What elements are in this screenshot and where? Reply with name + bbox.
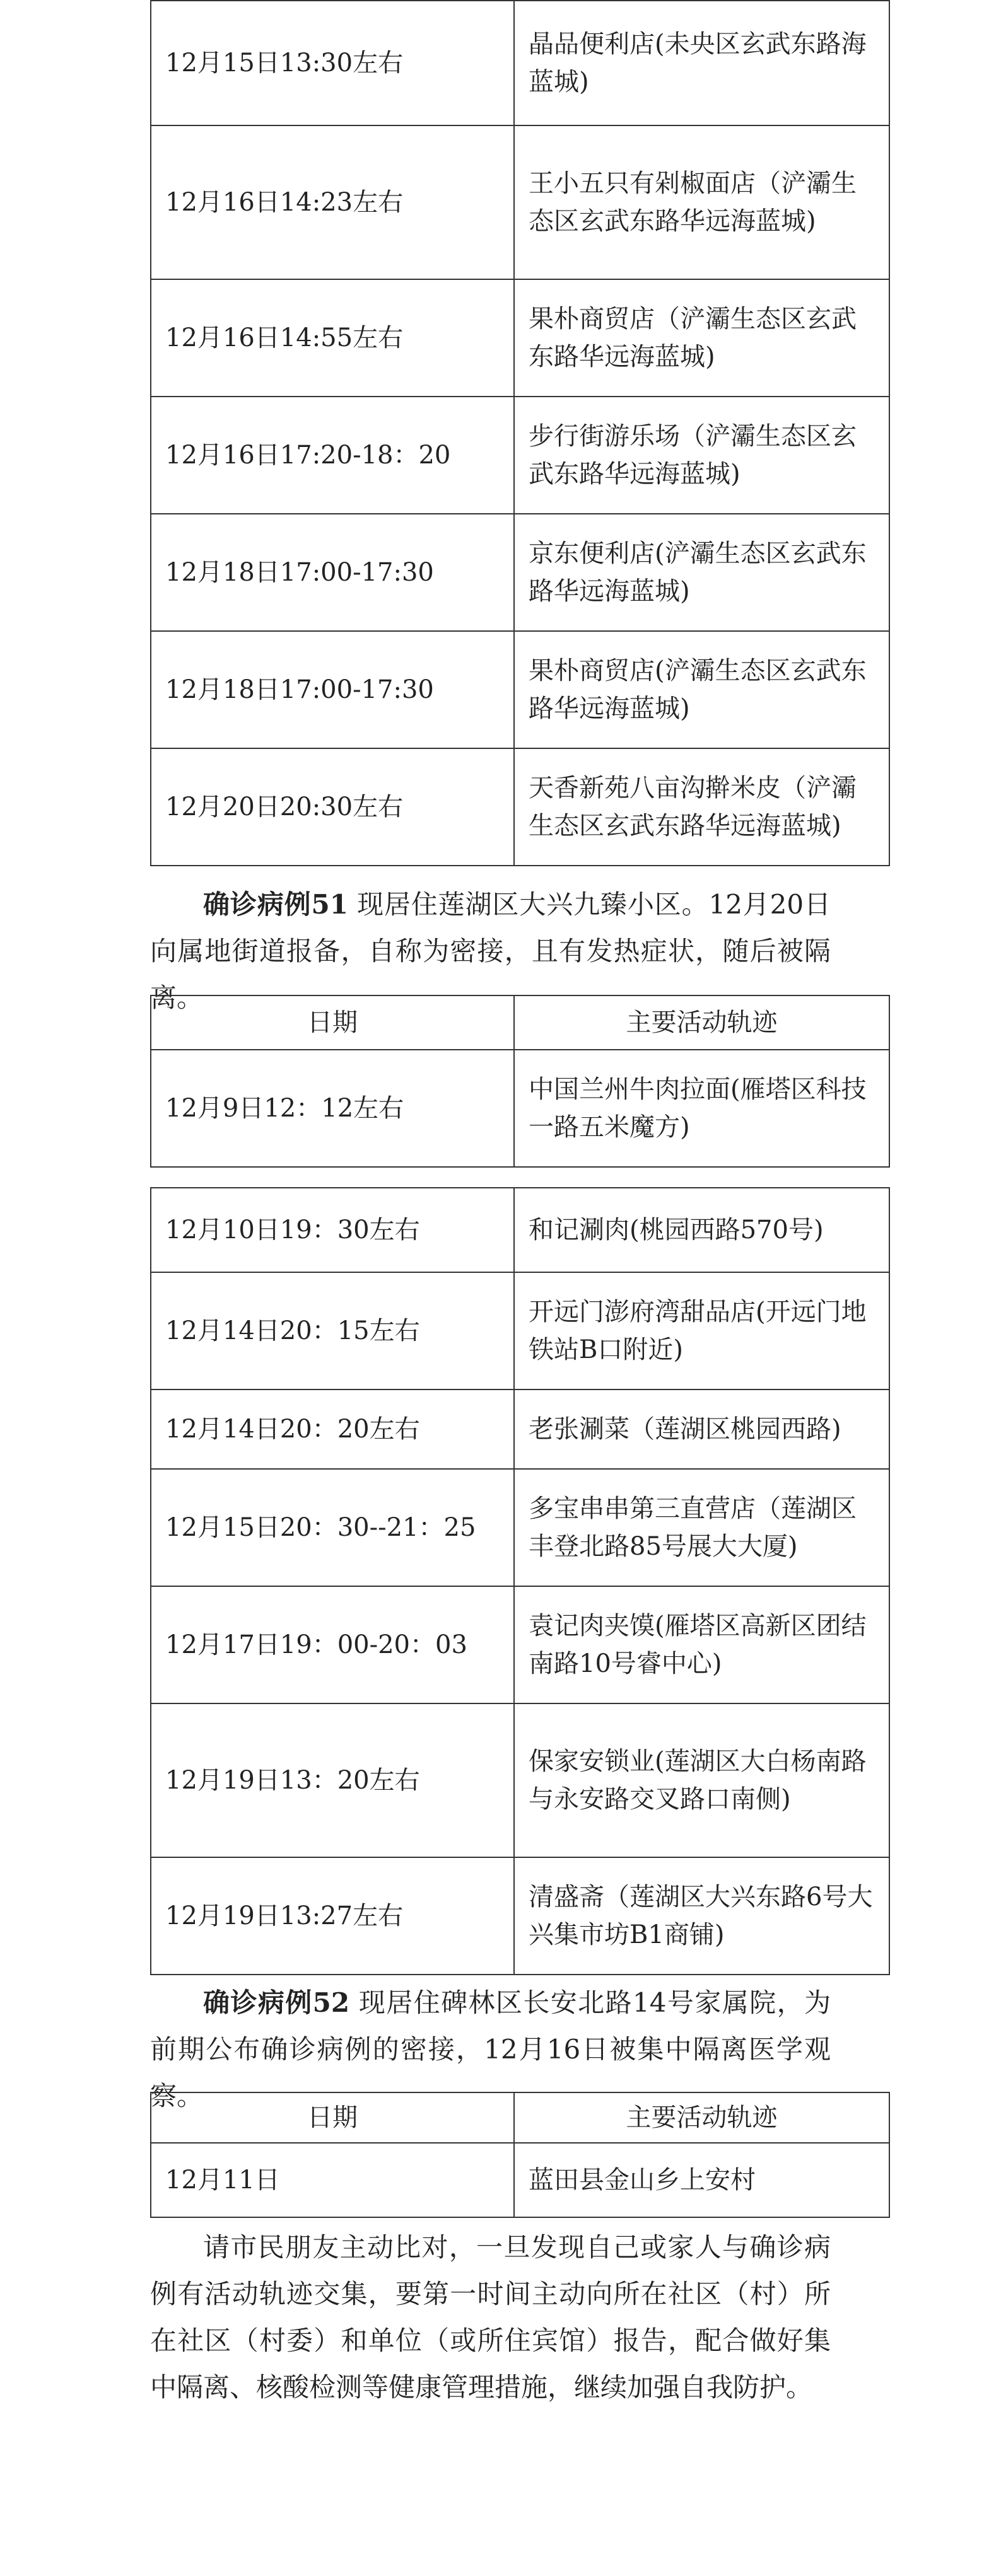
table-row xyxy=(151,1469,889,1586)
table-row xyxy=(151,397,889,514)
closing-paragraph: 请市民朋友主动比对，一旦发现自己或家人与确诊病例有活动轨迹交集，要第一时间主动向所在社区（村）所在社区（村委）和单位（或所住宾馆）报告，配合做好集中隔离、核酸检测等健康管理措施，继续加强自我防护。 xyxy=(150,2232,831,2403)
date-cell: 12月18日17:00-17:30 xyxy=(151,631,514,748)
location-cell: 果朴商贸店(浐灞生态区玄武东路华远海蓝城) xyxy=(514,631,889,748)
date-cell: 12月16日14:55左右 xyxy=(151,279,514,397)
date-cell: 12月14日20：15左右 xyxy=(151,1272,514,1390)
case-51-text: 现居住莲湖区大兴九臻小区。12月20日向属地街道报备，自称为密接，且有发热症状，随后被隔离。 xyxy=(150,889,831,1013)
location-cell: 清盛斋（莲湖区大兴东路6号大兴集市坊B1商铺) xyxy=(514,1857,889,1975)
table-1 xyxy=(150,0,890,866)
table-3 xyxy=(150,1187,890,1975)
header-location: 主要活动轨迹 xyxy=(514,2092,889,2143)
date-cell: 12月19日13:27左右 xyxy=(151,1857,514,1975)
table-row xyxy=(151,1857,889,1975)
table-4 xyxy=(150,2092,890,2218)
location-cell: 果朴商贸店（浐灞生态区玄武东路华远海蓝城) xyxy=(514,279,889,397)
location-cell: 王小五只有剁椒面店（浐灞生态区玄武东路华远海蓝城) xyxy=(514,125,889,279)
header-location: 主要活动轨迹 xyxy=(514,995,889,1050)
date-cell: 12月15日20：30--21：25 xyxy=(151,1469,514,1586)
table-row xyxy=(151,1050,889,1167)
table-row xyxy=(151,631,889,748)
date-cell: 12月17日19：00-20：03 xyxy=(151,1586,514,1703)
location-cell: 和记涮肉(桃园西路570号) xyxy=(514,1188,889,1272)
location-cell: 老张涮菜（莲湖区桃园西路) xyxy=(514,1390,889,1469)
table-row xyxy=(151,1586,889,1703)
date-cell: 12月9日12：12左右 xyxy=(151,1050,514,1167)
location-cell: 天香新苑八亩沟擀米皮（浐灞生态区玄武东路华远海蓝城) xyxy=(514,748,889,866)
case-52-text: 现居住碑林区长安北路14号家属院，为前期公布确诊病例的密接，12月16日被集中隔离医学观察。 xyxy=(150,1987,831,2111)
table-row xyxy=(151,1188,889,1272)
location-cell: 多宝串串第三直营店（莲湖区丰登北路85号展大大厦) xyxy=(514,1469,889,1586)
location-cell: 中国兰州牛肉拉面(雁塔区科技一路五米魔方) xyxy=(514,1050,889,1167)
location-cell: 保家安锁业(莲湖区大白杨南路与永安路交叉路口南侧) xyxy=(514,1703,889,1857)
case-51-lead: 确诊病例51 xyxy=(203,889,348,920)
location-cell: 开远门澎府湾甜品店(开远门地铁站B口附近) xyxy=(514,1272,889,1390)
table-row xyxy=(151,2143,889,2217)
location-cell: 晶品便利店(未央区玄武东路海蓝城) xyxy=(514,1,889,125)
table-row xyxy=(151,514,889,631)
case-52-lead: 确诊病例52 xyxy=(203,1987,350,2018)
date-cell: 12月18日17:00-17:30 xyxy=(151,514,514,631)
header-date: 日期 xyxy=(151,2092,514,2143)
location-cell: 袁记肉夹馍(雁塔区高新区团结南路10号睿中心) xyxy=(514,1586,889,1703)
date-cell: 12月20日20:30左右 xyxy=(151,748,514,866)
date-cell: 12月15日13:30左右 xyxy=(151,1,514,125)
table-row xyxy=(151,279,889,397)
date-cell: 12月14日20：20左右 xyxy=(151,1390,514,1469)
table-row xyxy=(151,1703,889,1857)
date-cell: 12月10日19：30左右 xyxy=(151,1188,514,1272)
date-cell: 12月11日 xyxy=(151,2143,514,2217)
date-cell: 12月16日17:20-18：20 xyxy=(151,397,514,514)
table-row xyxy=(151,1272,889,1390)
date-cell: 12月16日14:23左右 xyxy=(151,125,514,279)
table-row xyxy=(151,1390,889,1469)
table-header-row xyxy=(151,2092,889,2143)
location-cell: 步行街游乐场（浐灞生态区玄武东路华远海蓝城) xyxy=(514,397,889,514)
location-cell: 京东便利店(浐灞生态区玄武东路华远海蓝城) xyxy=(514,514,889,631)
table-row xyxy=(151,125,889,279)
table-2 xyxy=(150,995,890,1168)
table-row xyxy=(151,748,889,866)
table-row xyxy=(151,1,889,125)
header-date: 日期 xyxy=(151,995,514,1050)
location-cell: 蓝田县金山乡上安村 xyxy=(514,2143,889,2217)
date-cell: 12月19日13：20左右 xyxy=(151,1703,514,1857)
table-header-row xyxy=(151,995,889,1050)
